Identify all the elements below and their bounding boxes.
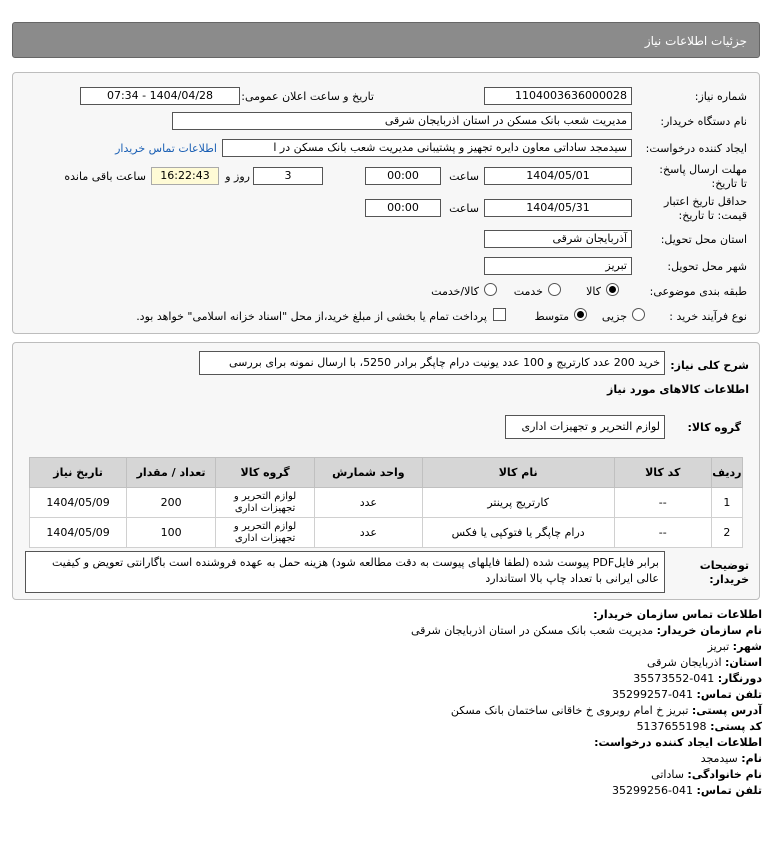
goods-table bbox=[29, 457, 743, 548]
reply-deadline-label: مهلت ارسال پاسخ: تا تاریخ: bbox=[659, 163, 747, 190]
info-panel bbox=[12, 72, 760, 334]
row-date: 1404/05/09 bbox=[30, 518, 127, 548]
buyer-notes-label: توضیحات خریدار: bbox=[699, 559, 749, 586]
creator-name-label: نام: bbox=[741, 752, 762, 765]
buyer-org-field: مدیریت شعب بانک مسکن در استان اذربایجان شرقی bbox=[172, 112, 632, 130]
row-name: کارتریج پرینتر bbox=[422, 488, 614, 518]
row-index: 1 bbox=[711, 488, 742, 518]
treasury-payment-checkbox[interactable] bbox=[493, 308, 506, 321]
goods-group-field: لوازم التحریر و تجهیزات اداری bbox=[505, 415, 665, 439]
col-group: گروه کالا bbox=[216, 458, 315, 488]
province-field: آذربایجان شرقی bbox=[484, 230, 632, 248]
contact-province-label: استان: bbox=[725, 656, 762, 669]
category-label: طبقه بندی موضوعی: bbox=[649, 285, 747, 298]
announce-label: تاریخ و ساعت اعلان عمومی: bbox=[241, 90, 374, 103]
province-label: استان محل تحویل: bbox=[660, 233, 747, 246]
row-unit: عدد bbox=[315, 488, 422, 518]
row-qty: 200 bbox=[127, 488, 216, 518]
days-label: روز و bbox=[225, 170, 250, 183]
city-field: تبریز bbox=[484, 257, 632, 275]
row-group: لوازم التحریر و تجهیزات اداری bbox=[216, 518, 315, 548]
contact-phone: 041-35299257 bbox=[612, 688, 694, 701]
purchase-radio-medium[interactable] bbox=[574, 308, 587, 324]
col-code: کد کالا bbox=[614, 458, 711, 488]
validity-label: حداقل تاریخ اعتبار قیمت: تا تاریخ: bbox=[663, 195, 747, 222]
need-desc-label: شرح کلی نیاز: bbox=[670, 359, 749, 372]
contact-address: تبریز خ امام روبروی خ خاقانی ساختمان بانک مسکن bbox=[450, 704, 689, 717]
creator-family: ساداتی bbox=[651, 768, 684, 781]
buyer-notes-field: برابر فایلPDF پیوست شده (لطفا فایلهای پیوست به دقت مطالعه شود) هزینه حمل به عهده فروشنده است باگارانتی تعویض و کیفیت عالی ایرانی با تعداد چاپ بالا استاندارد bbox=[25, 551, 665, 593]
buyer-contact-link[interactable]: اطلاعات تماس خریدار bbox=[115, 142, 217, 155]
contact-org-label: نام سازمان خریدار: bbox=[656, 624, 762, 637]
row-qty: 100 bbox=[127, 518, 216, 548]
col-unit: واحد شمارش bbox=[315, 458, 422, 488]
need-number-label: شماره نیاز: bbox=[694, 90, 747, 103]
contact-phone-label: تلفن تماس: bbox=[696, 688, 762, 701]
col-row: ردیف bbox=[711, 458, 742, 488]
purchase-medium-label: متوسط bbox=[534, 310, 569, 323]
creator-phone: 041-35299256 bbox=[612, 784, 694, 797]
category-radio-both[interactable] bbox=[484, 283, 497, 299]
contact-province: اذربایجان شرقی bbox=[647, 656, 722, 669]
remaining-time-field: 16:22:43 bbox=[151, 167, 219, 185]
category-service-label: خدمت bbox=[513, 285, 543, 298]
goods-group-label: گروه کالا: bbox=[687, 421, 741, 434]
purchase-minor-label: جزیی bbox=[601, 310, 627, 323]
contact-fax: 041-35573552 bbox=[633, 672, 715, 685]
need-desc-field: خرید 200 عدد کارتریج و 100 عدد یونیت درام چاپگر برادر 5250، با ارسال نمونه برای بررسی bbox=[199, 351, 665, 375]
row-code: -- bbox=[614, 518, 711, 548]
col-name: نام کالا bbox=[422, 458, 614, 488]
buyer-org-label: نام دستگاه خریدار: bbox=[660, 115, 747, 128]
goods-table-header bbox=[30, 458, 743, 488]
table-row bbox=[30, 488, 743, 518]
row-unit: عدد bbox=[315, 518, 422, 548]
category-radio-goods[interactable] bbox=[606, 283, 619, 299]
reply-time-field: 00:00 bbox=[365, 167, 441, 185]
validity-time-field: 00:00 bbox=[365, 199, 441, 217]
creator-label: ایجاد کننده درخواست: bbox=[645, 142, 747, 155]
page-title: جزئیات اطلاعات نیاز bbox=[644, 34, 747, 48]
city-label: شهر محل تحویل: bbox=[667, 260, 747, 273]
contact-fax-label: دورنگار: bbox=[717, 672, 762, 685]
creator-info-title: اطلاعات ایجاد کننده درخواست: bbox=[594, 736, 762, 749]
contact-city-label: شهر: bbox=[732, 640, 762, 653]
table-row bbox=[30, 518, 743, 548]
creator-name: سیدمجد bbox=[700, 752, 738, 765]
row-code: -- bbox=[614, 488, 711, 518]
row-index: 2 bbox=[711, 518, 742, 548]
col-qty: تعداد / مقدار bbox=[127, 458, 216, 488]
creator-field: سیدمجد ساداتی معاون دایره تجهیز و پشتیبانی مدیریت شعب بانک مسکن در ا bbox=[222, 139, 632, 157]
validity-time-label: ساعت bbox=[449, 202, 479, 215]
contact-address-label: آدرس پستی: bbox=[691, 704, 762, 717]
reply-date-field: 1404/05/01 bbox=[484, 167, 632, 185]
purchase-radio-minor[interactable] bbox=[632, 308, 645, 324]
contact-postal: 5137655198 bbox=[636, 720, 707, 733]
purchase-type-label: نوع فرآیند خرید : bbox=[669, 310, 747, 323]
contact-org: مدیریت شعب بانک مسکن در استان اذربایجان شرقی bbox=[410, 624, 654, 637]
col-date: تاریخ نیاز bbox=[30, 458, 127, 488]
payment-note: پرداخت تمام یا بخشی از مبلغ خرید،از محل "اسناد خزانه اسلامی" خواهد بود. bbox=[136, 310, 487, 323]
remaining-label: ساعت باقی مانده bbox=[64, 170, 146, 183]
row-group: لوازم التحریر و تجهیزات اداری bbox=[216, 488, 315, 518]
goods-info-title: اطلاعات کالاهای مورد نیاز bbox=[607, 383, 749, 396]
category-both-label: کالا/خدمت bbox=[431, 285, 479, 298]
category-goods-label: کالا bbox=[586, 285, 601, 298]
validity-date-field: 1404/05/31 bbox=[484, 199, 632, 217]
category-radio-service[interactable] bbox=[548, 283, 561, 299]
row-name: درام چاپگر یا فتوکپی یا فکس bbox=[422, 518, 614, 548]
creator-phone-label: تلفن تماس: bbox=[696, 784, 762, 797]
row-date: 1404/05/09 bbox=[30, 488, 127, 518]
reply-time-label: ساعت bbox=[449, 170, 479, 183]
creator-family-label: نام خانوادگی: bbox=[687, 768, 762, 781]
announce-field: 1404/04/28 - 07:34 bbox=[80, 87, 240, 105]
contact-section bbox=[0, 606, 770, 836]
contact-title: اطلاعات تماس سازمان خریدار: bbox=[593, 608, 762, 621]
days-field: 3 bbox=[253, 167, 323, 185]
summary-panel bbox=[12, 342, 760, 600]
contact-city: تبریز bbox=[707, 640, 730, 653]
page-header bbox=[12, 22, 760, 58]
need-number-field: 1104003636000028 bbox=[484, 87, 632, 105]
contact-postal-label: کد پستی: bbox=[710, 720, 762, 733]
